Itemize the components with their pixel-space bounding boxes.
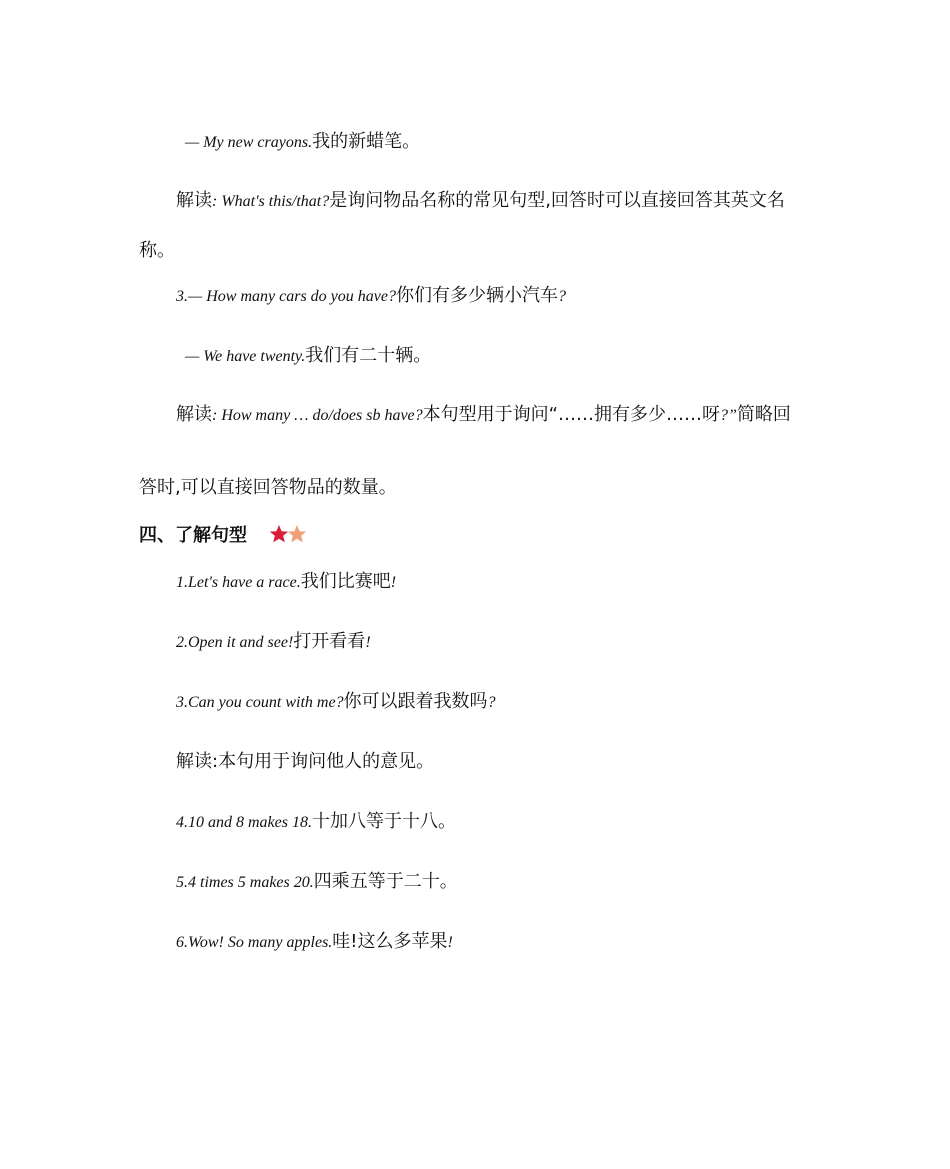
english-text: 4.10 and 8 makes 18. [176, 814, 312, 831]
english-text: 6.Wow! So many apples. [176, 934, 333, 951]
chinese-text: 本句型用于询问“……拥有多少……呀 [422, 404, 720, 425]
chinese-text: 简略回 [736, 404, 791, 425]
list-item [176, 630, 371, 655]
english-text: 3.— How many cars do you have? [176, 288, 396, 305]
punctuation: ?” [719, 407, 737, 424]
punctuation: ? [557, 288, 566, 305]
explanation-continuation [139, 476, 397, 500]
english-text: : What's this/that? [212, 193, 330, 210]
chinese-text: 我的新蜡笔。 [312, 131, 421, 152]
list-item [176, 690, 496, 715]
section-heading [139, 524, 309, 551]
explanation-line [176, 403, 791, 428]
english-text: 1.Let's have a race. [176, 574, 301, 591]
chinese-text: 称。 [139, 240, 175, 261]
dialog-answer-line [185, 344, 431, 369]
chinese-text: 我们比赛吧 [300, 571, 391, 592]
explanation-label: 解读 [176, 404, 212, 425]
dialog-question-line [176, 284, 566, 309]
explanation-continuation [139, 239, 175, 263]
punctuation: ! [390, 574, 397, 591]
section-title: 四、了解句型 [139, 525, 247, 546]
chinese-text: 十加八等于十八。 [311, 811, 456, 832]
punctuation: ? [487, 694, 496, 711]
english-text: 2.Open it and see! [176, 634, 294, 651]
chinese-text: 你可以跟着我数吗 [343, 691, 488, 712]
chinese-text: 我们有二十辆。 [305, 345, 432, 366]
english-text: 5.4 times 5 makes 20. [176, 874, 314, 891]
english-text: : How many … do/does sb have? [212, 407, 423, 424]
dialog-answer-line [185, 130, 420, 155]
chinese-text: 你们有多少辆小汽车 [395, 285, 558, 306]
two-star-rating-icon [269, 524, 309, 551]
explanation-line [176, 189, 785, 214]
punctuation: ! [365, 634, 371, 651]
chinese-text: 哇!这么多苹果 [332, 931, 448, 952]
list-item [176, 930, 453, 955]
chinese-text: 打开看看 [293, 631, 366, 652]
list-item [176, 870, 458, 895]
english-text: — We have twenty. [185, 348, 306, 365]
punctuation: ! [447, 934, 453, 951]
chinese-text: 答时,可以直接回答物品的数量。 [139, 477, 397, 498]
chinese-text: 解读:本句用于询问他人的意见。 [176, 751, 435, 772]
chinese-text: 是询问物品名称的常见句型,回答时可以直接回答其英文名 [329, 190, 785, 211]
english-text: 3.Can you count with me? [176, 694, 344, 711]
list-item [176, 750, 434, 774]
list-item [176, 570, 396, 595]
chinese-text: 四乘五等于二十。 [313, 871, 458, 892]
english-text: — My new crayons. [185, 134, 313, 151]
explanation-label: 解读 [176, 190, 212, 211]
list-item [176, 810, 456, 835]
